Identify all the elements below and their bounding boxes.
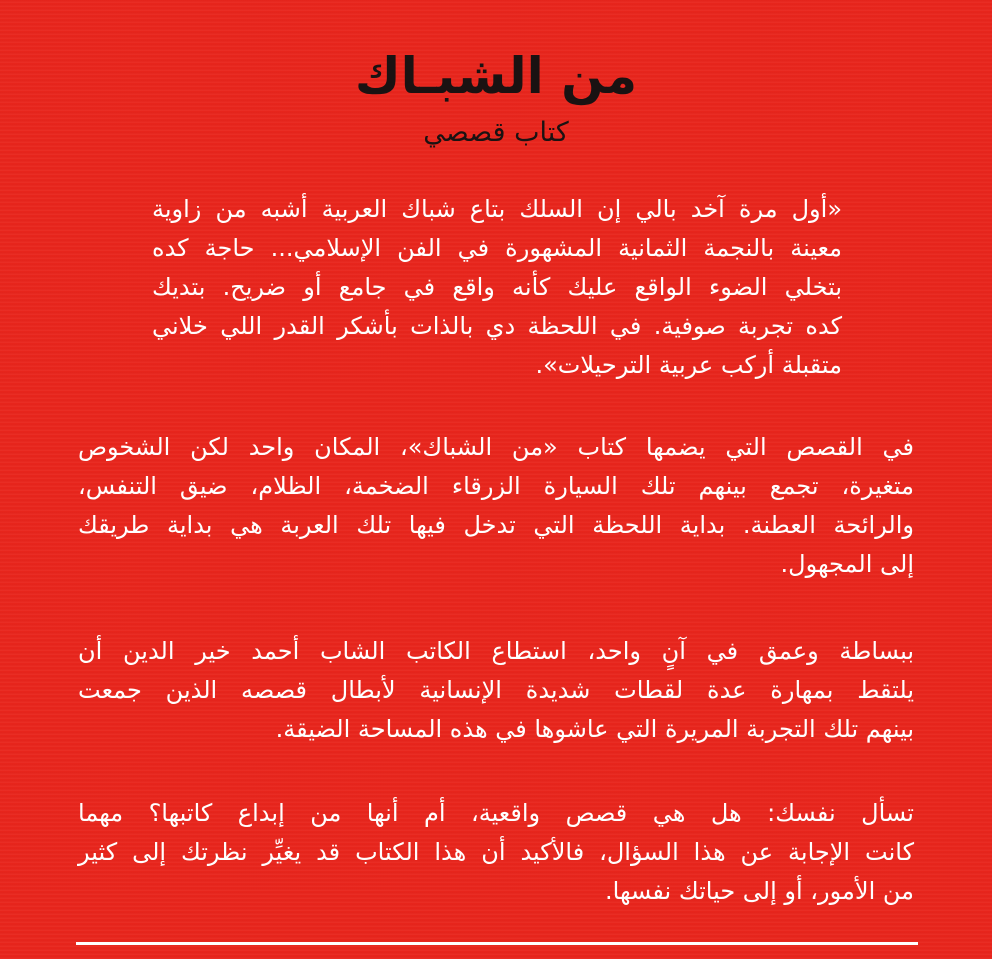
quote-line: كده تجربة صوفية. في اللحظة دي بالذات بأشكر القدر اللي خلاني xyxy=(152,312,842,340)
bottom-divider xyxy=(76,942,918,945)
paragraph-line: تسأل نفسك: هل هي قصص واقعية، أم أنها من إبداع كاتبها؟ مهما xyxy=(78,799,914,827)
paragraph-line: بينهم تلك التجربة المريرة التي عاشوها في هذه المساحة الضيقة. xyxy=(275,715,914,743)
description-paragraph-3 xyxy=(78,794,914,911)
paragraph-line: يلتقط بمهارة عدة لقطات شديدة الإنسانية لأبطال قصصه الذين جمعت xyxy=(78,676,914,704)
quote-line: معينة بالنجمة الثمانية المشهورة في الفن الإسلامي... حاجة كده xyxy=(152,234,842,262)
paragraph-line: كانت الإجابة عن هذا السؤال، فالأكيد أن هذا الكتاب قد يغيِّر نظرتك إلى كثير xyxy=(78,838,914,866)
paragraph-line: والرائحة العطنة. بداية اللحظة التي تدخل فيها تلك العربة هي بداية طريقك xyxy=(78,511,914,539)
paragraph-line: في القصص التي يضمها كتاب «من الشباك»، المكان واحد لكن الشخوص xyxy=(78,433,914,461)
description-paragraph-1 xyxy=(78,428,914,584)
book-subtitle: كتاب قصصي xyxy=(423,117,569,148)
quote-paragraph xyxy=(152,190,842,385)
quote-line: بتخلي الضوء الواقع عليك كأنه واقع في جامع أو ضريح. بتديك xyxy=(152,273,842,301)
book-title: من الشبـاك xyxy=(354,47,638,105)
paragraph-line: إلى المجهول. xyxy=(780,550,914,578)
description-paragraph-2 xyxy=(78,632,914,749)
quote-line: «أول مرة آخد بالي إن السلك بتاع شباك العربية أشبه من زاوية xyxy=(152,195,842,223)
paragraph-line: من الأمور، أو إلى حياتك نفسها. xyxy=(605,877,914,905)
paragraph-line: ببساطة وعمق في آنٍ واحد، استطاع الكاتب الشاب أحمد خير الدين أن xyxy=(78,637,914,665)
paragraph-line: متغيرة، تجمع بينهم تلك السيارة الزرقاء الضخمة، الظلام، ضيق التنفس، xyxy=(78,472,914,500)
quote-line: متقبلة أركب عربية الترحيلات». xyxy=(535,351,842,379)
